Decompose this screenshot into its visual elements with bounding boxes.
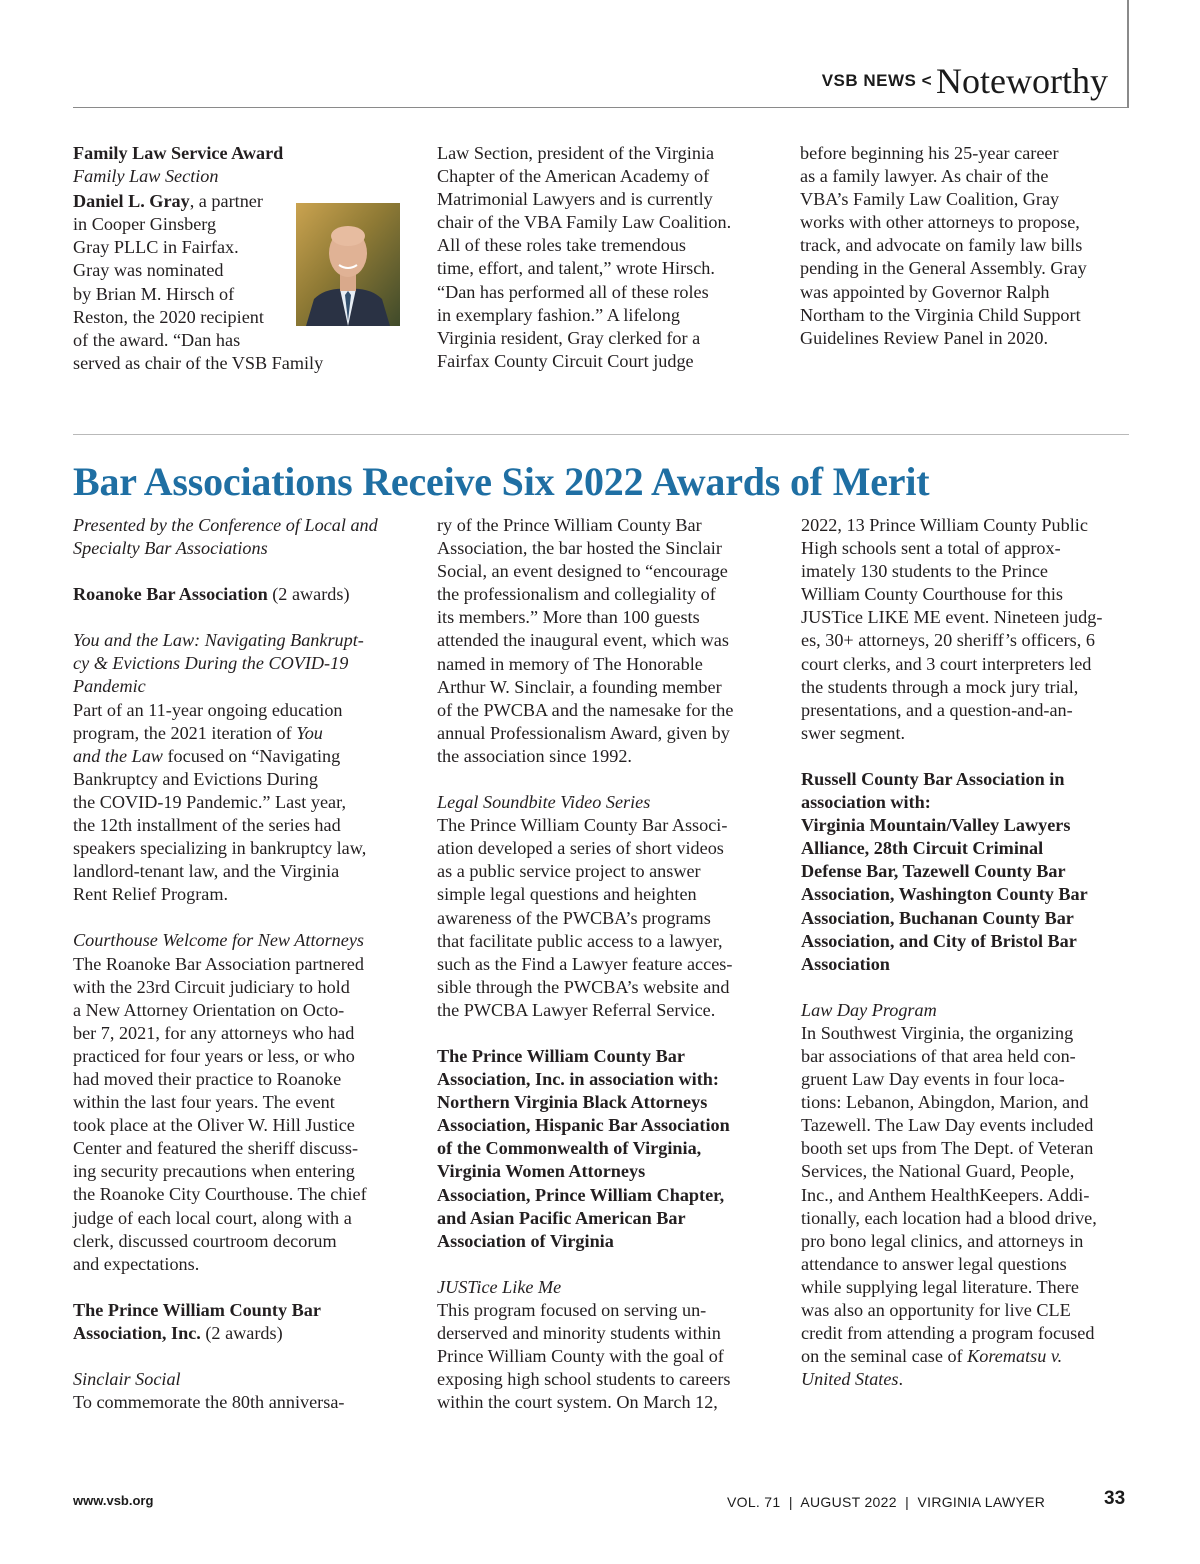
award-section: Family Law Section xyxy=(73,166,219,187)
article-headline: Bar Associations Receive Six 2022 Awards of Merit xyxy=(73,459,930,504)
section-divider xyxy=(73,434,1129,435)
recipient-photo xyxy=(296,203,400,326)
portrait-image xyxy=(296,203,400,326)
top-article-col3: before beginning his 25-year career as a family lawyer. As chair of the VBA’s Family Law Coalition, Gray works with other attorneys to propose, track, and advocate on family law bills pending in the General Assembly. Gray was appointed by Governor Ralph Northam to the Virginia Child Support Guidelines Review Panel in 2020. xyxy=(800,143,1087,348)
header-rule xyxy=(73,107,1129,108)
main-article-col3: 2022, 13 Prince William County Public High schools sent a total of approx- imately 130 students to the Prince William County Courthouse for this JUSTice LIKE ME event. Nineteen judg- es, 30+ attorneys, 20 sheriff’s officers, 6 court clerks, and 3 court interpreters led the students through a mock jury trial, presentations, and a question-and-an- swer segment. Russell County Bar Association in association with: Virginia Mountain/Valley Lawyers Alliance, 28th Circuit Criminal Defense Bar, Tazewell County Bar Association, Washington County Bar Association, Buchanan County Bar Association, and City of Bristol Bar Association Law Day Program In Southwest Virginia, the organizing bar associations of that area held con- gruent Law Day events in four loca- tions: Lebanon, Abingdon, Marion, and Tazewell. The Law Day events included booth set ups from The Dept. of Veteran Services, the National Guard, People, Inc., and Anthem HealthKeepers. Addi- tionally, each location had a blood drive, pro bono legal clinics, and attorneys in attendance to answer legal questions while supplying legal literature. There was also an opportunity for live CLE credit from attending a program focused on the seminal case of Korematsu v. United States. xyxy=(801,515,1103,1390)
footer-issue: VOL. 71 | AUGUST 2022 | VIRGINIA LAWYER xyxy=(727,1494,1046,1510)
main-article-col1: Presented by the Conference of Local and Specialty Bar Associations Roanoke Bar Association (2 awards) You and the Law: Navigating Bankrupt- cy & Evictions During the COVID-19 Pandemic Part of an 11-year ongoing education program, the 2021 iteration of You and the Law focused on “Navigating Bankruptcy and Evictions During the COVID-19 Pandemic.” Last year, the 12th installment of the series had speakers specializing in bankruptcy law, landlord-tenant law, and the Virginia Rent Relief Program. Courthouse Welcome for New Attorneys The Roanoke Bar Association partnered with the 23rd Circuit judiciary to hold a New Attorney Orientation on Octo- ber 7, 2021, for any attorneys who had practiced for four years or less, or who had moved their practice to Roanoke within the last four years. The event took place at the Oliver W. Hill Justice Center and featured the sheriff discuss- ing security precautions when entering the Roanoke City Courthouse. The chief judge of each local court, along with a clerk, discussed courtroom decorum and expectations. The Prince William County Bar Association, Inc. (2 awards) Sinclair Social To commemorate the 80th anniversa- xyxy=(73,514,403,1414)
header-title: Noteworthy xyxy=(936,61,1108,101)
recipient-intro: Daniel L. Gray, a partner xyxy=(73,191,263,212)
footer-website[interactable]: www.vsb.org xyxy=(73,1493,154,1508)
top-article-col2: Law Section, president of the Virginia Chapter of the American Academy of Matrimonial Lawyers and is currently chair of the VBA Family Law Coalition. All of these roles take tremendous time, effort, and talent,” wrote Hirsch. “Dan has performed all of these roles in exemplary fashion.” A lifelong Virginia resident, Gray clerked for a Fairfax County Circuit Court judge xyxy=(437,143,732,371)
main-article-col2: ry of the Prince William County Bar Association, the bar hosted the Sinclair Social, an event designed to “encourage the professionalism and collegiality of its members.” More than 100 guests attended the inaugural event, which was named in memory of The Honorable Arthur W. Sinclair, a founding member of the PWCBA and the namesake for the annual Professionalism Award, given by the association since 1992. Legal Soundbite Video Series The Prince William County Bar Associ- ation developed a series of short videos as a public service project to answer simple legal questions and heighten awareness of the PWCBA’s programs that facilitate public access to a lawyer, such as the Find a Lawyer feature acces- sible through the PWCBA’s website and the PWCBA Lawyer Referral Service. The Prince William County Bar Association, Inc. in association with: Northern Virginia Black Attorneys Association, Hispanic Bar Association of the Commonwealth of Virginia, Virginia Women Attorneys Association, Prince William Chapter, and Asian Pacific American Bar Association of Virginia JUSTice Like Me This program focused on serving un- derserved and minority students within Prince William County with the goal of exposing high school students to careers within the court system. On March 12, xyxy=(437,515,734,1413)
roanoke-heading: Roanoke Bar Association (2 awards) xyxy=(73,584,350,605)
running-header xyxy=(822,60,1108,102)
recipient-name: Daniel L. Gray xyxy=(73,191,190,212)
award-title: Family Law Service Award xyxy=(73,143,284,163)
header-vertical-rule xyxy=(1127,0,1129,108)
header-section: VSB NEWS < xyxy=(821,71,933,90)
top-article-col1: Family Law Service Award Family Law Section Daniel L. Gray, a partner in Cooper Ginsberg Gray PLLC in Fairfax. Gray was nominated by Brian M. Hirsch of Reston, the 2020 recipient of the award. “Dan has served as chair of the VSB Family xyxy=(73,142,413,375)
page-number: 33 xyxy=(1104,1488,1126,1509)
